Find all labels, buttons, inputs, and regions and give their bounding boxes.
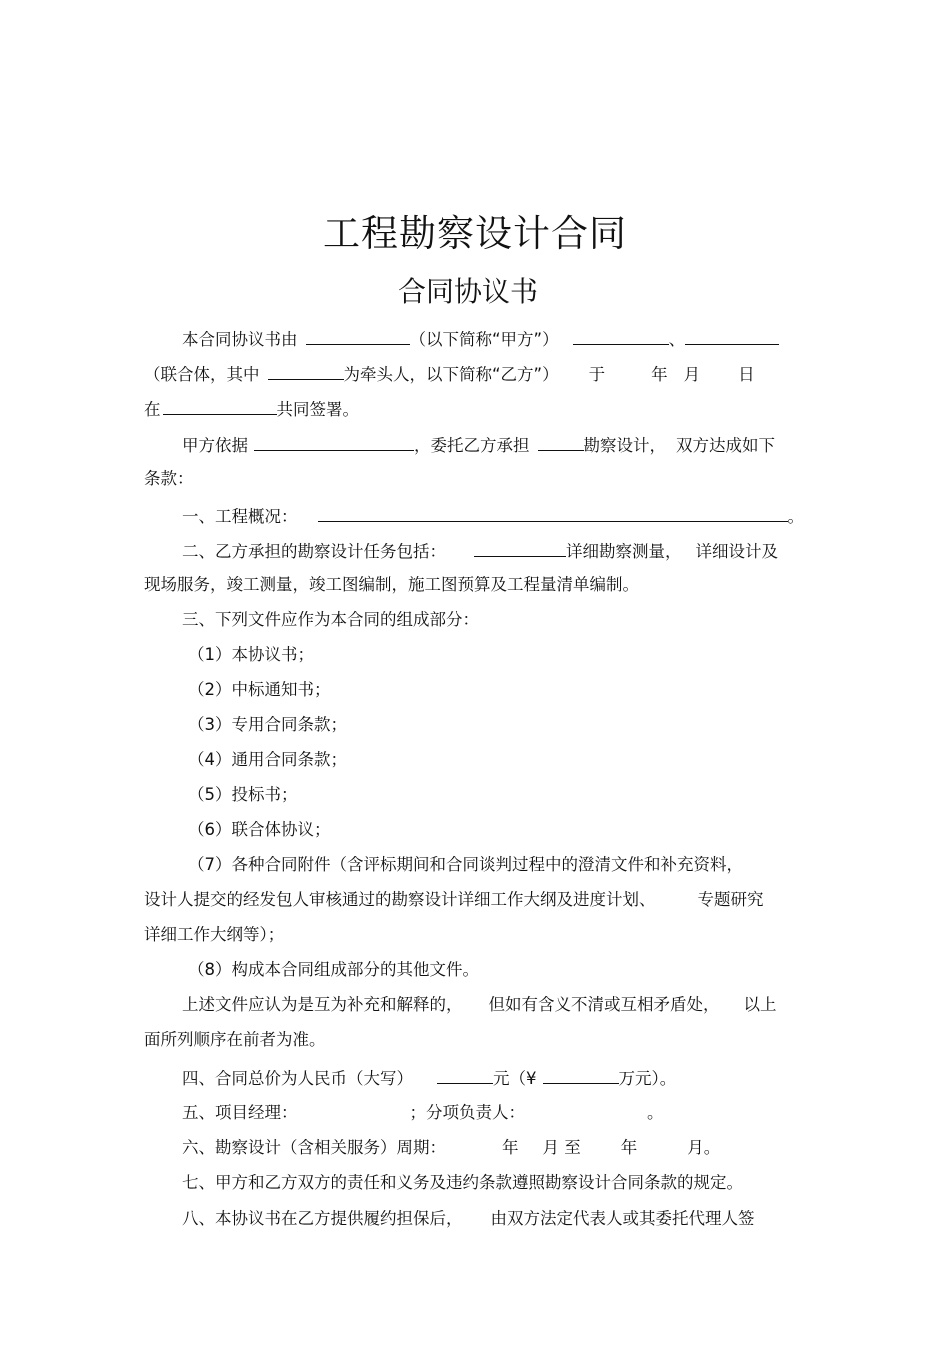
item2-line2: 现场服务，竣工测量，竣工图编制，施工图预算及工程量清单编制。 [144,575,639,594]
place-blank [163,396,277,415]
p1-text-a: 本合同协议书由 [182,330,298,349]
doc-item-6: （6）联合体协议； [188,820,331,839]
order-line2: 面所列顺序在前者为准。 [144,1030,326,1049]
document-title: 工程勘察设计合同 [323,212,627,255]
p1-text-j: 在 [144,400,161,419]
item2-text-a: 二、乙方承担的勘察设计任务包括： [182,542,446,561]
item5-text-a: 五、项目经理： [182,1103,298,1122]
item2-text-c: 详细设计及 [695,542,778,561]
p2-text-c: 勘察设计， [583,436,666,455]
doc-item-7-line3: 详细工作大纲等）； [144,925,285,944]
item2-text-b: 详细勘察测量， [566,542,682,561]
item6-text-a: 六、勘察设计（含相关服务）周期： [182,1138,446,1157]
p1-text-i: 日 [738,365,755,384]
doc-item-3: （3）专用合同条款； [188,715,347,734]
p1-text-g: 年 [651,365,668,384]
p2-text-b: ，委托乙方承担 [414,436,530,455]
item8-line [182,1207,755,1231]
p1-text-b: （以下简称“甲方”） [409,330,559,349]
p1-text-h: 月 [683,365,701,384]
doc-item-5: （5）投标书； [188,785,298,804]
item4-text-c: 万元）。 [618,1069,677,1088]
party-b2-blank [685,326,779,345]
p2-text-a: 甲方依据 [182,436,248,455]
doc-item-2: （2）中标通知书； [188,680,331,699]
p1-text-f: 于 [588,365,606,384]
p1-text-d: （联合体，其中 [144,365,260,384]
item6-text-e: 月。 [687,1138,721,1157]
doc7-text-c: 专题研究 [697,890,764,909]
party-a-blank [306,326,410,345]
item6-text-c: 月 至 [542,1138,581,1157]
item8-text-b: 由双方法定代表人或其委托代理人签 [490,1209,755,1228]
item5-line [182,1101,664,1125]
p1-text-c: 、 [668,330,686,349]
item5-text-c: 。 [647,1103,664,1122]
p1-line3 [144,396,359,422]
item2-line1 [182,538,778,564]
item7-line: 七、甲方和乙方双方的责任和义务及违约条款遵照勘察设计合同条款的规定。 [182,1173,743,1192]
p1-text-e: 为牵头人，以下简称“乙方”） [343,365,559,384]
party-b1-blank [573,326,669,345]
doc7-text-b: 设计人提交的经发包人审核通过的勘察设计详细工作大纲及进度计划、 [144,890,656,909]
item6-text-b: 年 [502,1138,519,1157]
item5-text-b: ；分项负责人： [409,1103,525,1122]
doc-item-1: （1）本协议书； [188,645,314,664]
p2-line2: 条款： [144,469,194,488]
item3-line: 三、下列文件应作为本合同的组成部分： [182,610,479,629]
p2-text-d: 双方达成如下 [676,436,775,455]
doc-item-7-line1: （7）各种合同附件（含评标期间和合同谈判过程中的澄清文件和补充资料， [188,855,743,874]
order-text-a: 上述文件应认为是互为补充和解释的， [182,995,463,1014]
item4-text-a: 四、合同总价为人民币（大写） [182,1069,413,1088]
item1-line [182,503,804,529]
item4-text-b: 元（¥ [493,1069,537,1088]
order-text-c: 以上 [743,995,777,1014]
order-text-b: 但如有含义不清或互相矛盾处， [488,995,720,1014]
item8-text-a: 八、本协议书在乙方提供履约担保后， [182,1209,463,1228]
item4-line [182,1065,676,1091]
item1-text-b: 。 [787,507,804,526]
document-subtitle: 合同协议书 [397,275,538,308]
item6-line [182,1136,720,1160]
basis-blank [254,432,414,451]
task-blank [474,538,566,557]
price-words-blank [437,1065,493,1084]
item6-text-d: 年 [620,1138,638,1157]
p1-text-k: 共同签署。 [276,400,359,419]
lead-party-blank [268,361,344,380]
doc-item-4: （4）通用合同条款； [188,750,347,769]
order-line1 [182,993,777,1017]
price-figure-blank [543,1065,619,1084]
project-overview-blank [318,503,788,522]
item1-text-a: 一、工程概况： [182,507,298,526]
p1-line2 [144,361,755,387]
p1-line1 [182,326,779,352]
doc-item-8: （8）构成本合同组成部分的其他文件。 [188,960,479,979]
p2-line1 [182,432,775,458]
doc-item-7-line2 [144,888,764,912]
survey-design-blank [538,432,584,451]
